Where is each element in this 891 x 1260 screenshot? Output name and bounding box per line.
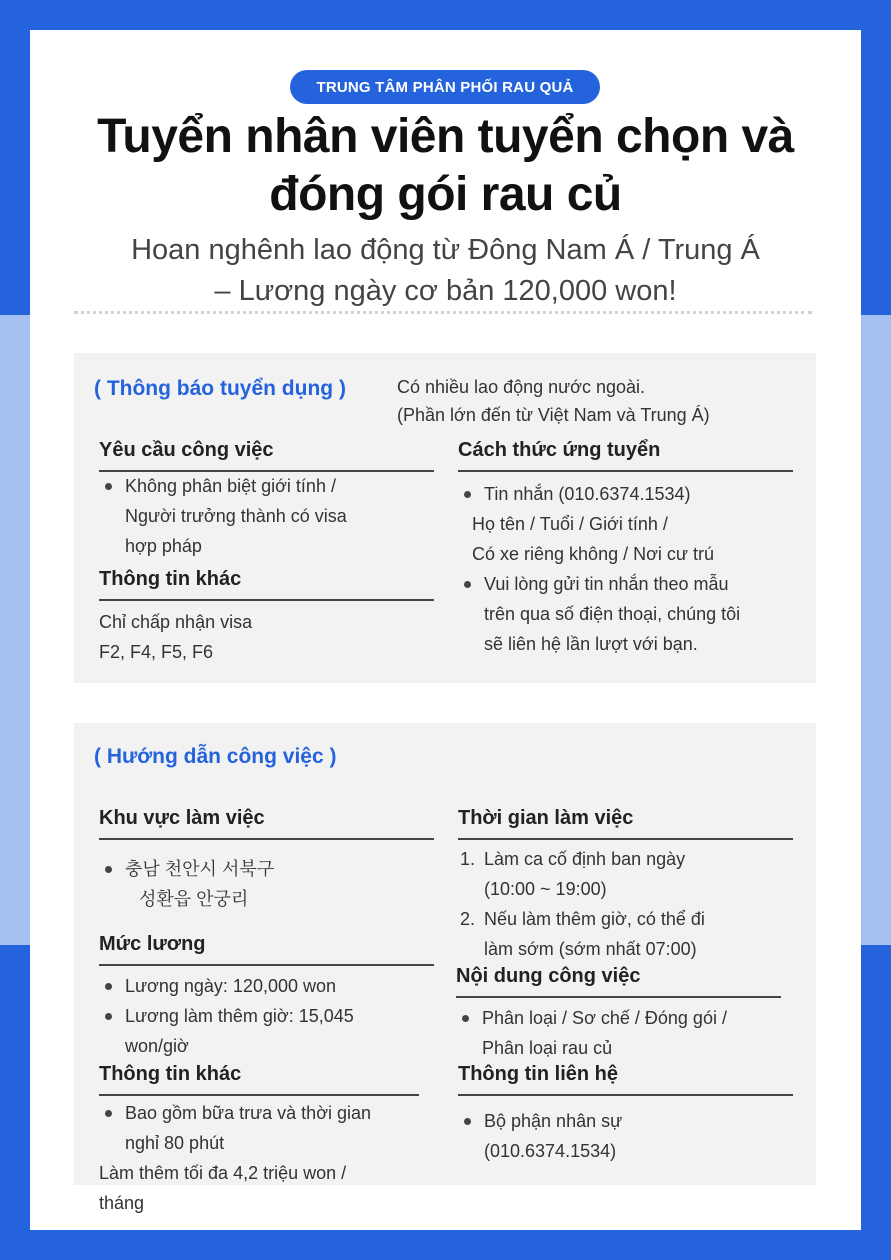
list-item (456, 1003, 806, 1063)
guide-other-list (99, 1098, 439, 1158)
subtitle (30, 230, 861, 312)
work-area-line-1: 충남 천안시 서북구 (125, 859, 275, 879)
salary-item-2-line-2: won/giờ (125, 1036, 189, 1056)
recruit-note (397, 373, 710, 429)
job-content-list (456, 1003, 806, 1063)
other-info-heading: Thông tin khác (99, 568, 434, 601)
contact-line-1: Bộ phận nhân sự (484, 1111, 623, 1131)
guide-other-heading: Thông tin khác (99, 1063, 419, 1096)
page-title (30, 108, 861, 224)
center-tag: TRUNG TÂM PHÂN PHỐI RAU QUẢ (290, 70, 600, 104)
apply-item-1-line-3: Có xe riêng không / Nơi cư trú (472, 544, 714, 564)
list-item (99, 971, 439, 1001)
other-info-line-2: F2, F4, F5, F6 (99, 642, 214, 662)
list-item (458, 569, 808, 659)
work-hours-list (460, 844, 800, 964)
requirements-list (99, 471, 439, 561)
guide-label: ( Hướng dẫn công việc ) (94, 745, 337, 768)
job-content-line-2: Phân loại rau củ (482, 1038, 613, 1058)
work-hours-item-1-line-2: (10:00 ~ 19:00) (484, 879, 607, 899)
work-hours-item-1-number: 1. (460, 849, 476, 869)
apply-item-1-line-1: Tin nhắn (010.6374.1534) (484, 484, 691, 504)
work-hours-item-2-number: 2. (460, 909, 476, 929)
work-hours-item-2-line-2: làm sớm (sớm nhất 07:00) (484, 939, 697, 959)
recruit-label: ( Thông báo tuyển dụng ) (94, 377, 346, 400)
apply-item-2-line-2: trên qua số điện thoại, chúng tôi (484, 604, 741, 624)
work-hours-heading: Thời gian làm việc (458, 807, 793, 840)
job-content-line-1: Phân loại / Sơ chế / Đóng gói / (482, 1008, 727, 1028)
salary-item-1: Lương ngày: 120,000 won (125, 976, 337, 996)
list-item (99, 471, 439, 561)
list-item (460, 844, 800, 904)
guide-other-line-1: Làm thêm tối đa 4,2 triệu won / (99, 1163, 347, 1183)
poster-card (30, 30, 861, 1230)
requirements-heading: Yêu cầu công việc (99, 439, 434, 472)
contact-list (458, 1106, 798, 1166)
title-line-2: đóng gói rau củ (269, 168, 622, 221)
recruit-note-line-1: Có nhiều lao động nước ngoài. (397, 377, 646, 397)
recruit-section (74, 353, 816, 683)
subtitle-line-2: – Lương ngày cơ bản 120,000 won! (214, 275, 677, 307)
guide-other-line-2: tháng (99, 1193, 145, 1213)
list-item (99, 1098, 439, 1158)
apply-item-2-line-3: sẽ liên hệ lần lượt với bạn. (484, 634, 698, 654)
salary-item-2-line-1: Lương làm thêm giờ: 15,045 (125, 1006, 354, 1026)
salary-list (99, 971, 439, 1061)
list-item (458, 1106, 798, 1166)
apply-item-1-line-2: Họ tên / Tuổi / Giới tính / (472, 514, 668, 534)
work-hours-item-2-line-1: Nếu làm thêm giờ, có thể đi (484, 909, 705, 929)
other-info-text (99, 607, 252, 667)
requirements-line-2: Người trưởng thành có visa (125, 506, 347, 526)
list-item (99, 854, 439, 914)
requirements-line-3: hợp pháp (125, 536, 202, 556)
apply-item-2-line-1: Vui lòng gửi tin nhắn theo mẫu (484, 574, 729, 594)
guide-other-item-line-1: Bao gồm bữa trưa và thời gian (125, 1103, 372, 1123)
list-item (458, 479, 808, 569)
guide-other-text (99, 1158, 346, 1218)
subtitle-line-1: Hoan nghênh lao động từ Đông Nam Á / Trung Á (131, 234, 760, 266)
title-line-1: Tuyển nhân viên tuyển chọn và (97, 110, 794, 163)
work-area-list (99, 854, 439, 914)
apply-list (458, 479, 808, 659)
apply-heading: Cách thức ứng tuyển (458, 439, 793, 472)
requirements-line-1: Không phân biệt giới tính / (125, 476, 336, 496)
contact-heading: Thông tin liên hệ (458, 1063, 793, 1096)
work-area-line-2: 성환읍 안궁리 (139, 889, 249, 909)
salary-heading: Mức lương (99, 933, 434, 966)
work-area-heading: Khu vực làm việc (99, 807, 434, 840)
job-content-heading: Nội dung công việc (456, 965, 781, 998)
guide-section (74, 723, 816, 1213)
contact-line-2: (010.6374.1534) (484, 1141, 617, 1161)
recruit-note-line-2: (Phần lớn đến từ Việt Nam và Trung Á) (397, 405, 710, 425)
list-item (99, 1001, 439, 1061)
dotted-divider (74, 311, 812, 314)
other-info-line-1: Chỉ chấp nhận visa (99, 612, 253, 632)
list-item (460, 904, 800, 964)
guide-other-item-line-2: nghỉ 80 phút (125, 1133, 225, 1153)
work-hours-item-1-line-1: Làm ca cố định ban ngày (484, 849, 686, 869)
